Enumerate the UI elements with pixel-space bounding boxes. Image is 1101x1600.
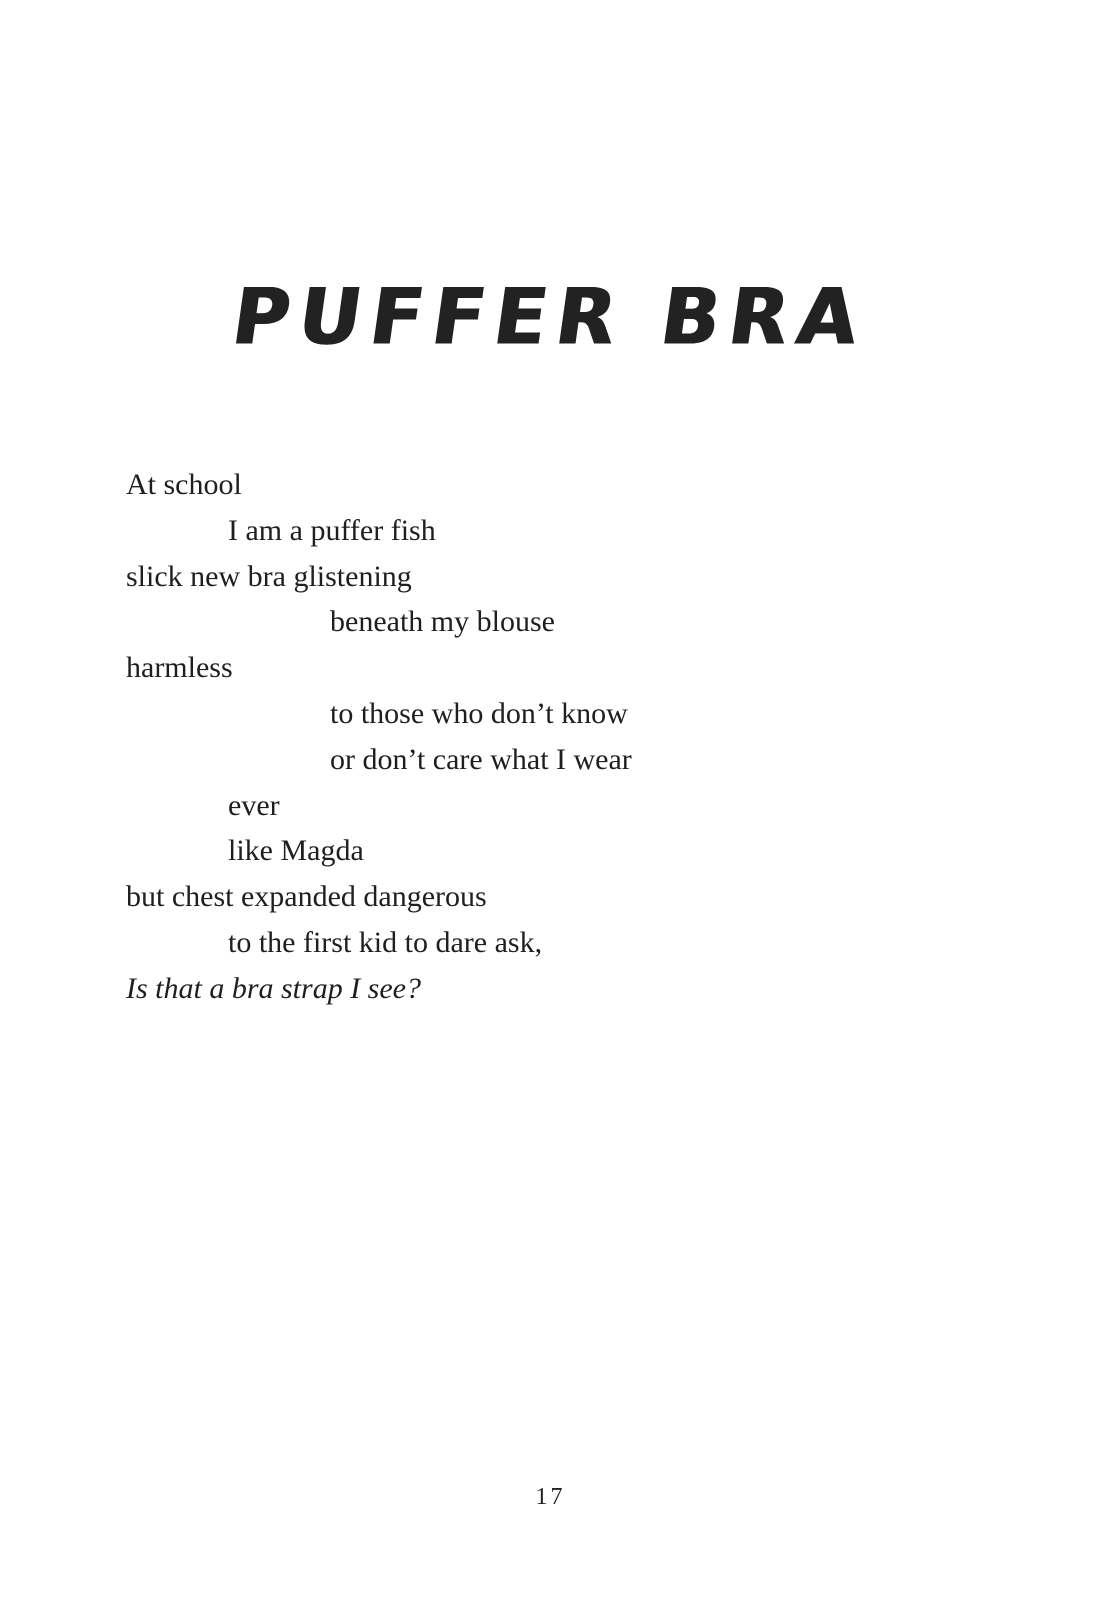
poem-line-italic-question: Is that a bra strap I see? — [126, 971, 421, 1005]
poem-line: to the first kid to dare ask, — [228, 925, 543, 959]
poem-line: beneath my blouse — [330, 605, 555, 639]
poem-title: PUFFER BRA — [227, 271, 874, 362]
page-number: 17 — [535, 1484, 566, 1510]
poem-line: harmless — [126, 651, 233, 685]
poem-line: to those who don’t know — [330, 696, 628, 730]
poem-line: slick new bra glistening — [126, 559, 412, 593]
poem-line: At school — [126, 468, 242, 501]
poem-line: ever — [228, 788, 280, 822]
poem-body — [126, 462, 926, 1012]
poem-line: I am a puffer fish — [228, 513, 436, 547]
poem-line: but chest expanded dangerous — [126, 880, 487, 914]
poem-line: like Magda — [228, 834, 364, 868]
poem-line: or don’t care what I wear — [330, 742, 632, 776]
